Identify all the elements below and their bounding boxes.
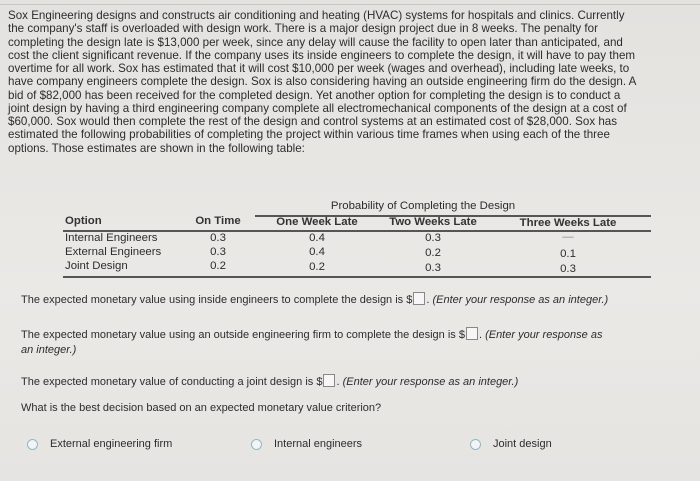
problem-line: Sox Engineering designs and constructs air conditioning and heating (HVAC) systems for hospitals and clinics. Currently <box>8 9 625 22</box>
question-text: The expected monetary value of conducting a joint design is $ <box>21 376 323 388</box>
problem-line: options. Those estimates are shown in the following table: <box>8 141 305 155</box>
table-cell: 0.4 <box>309 232 325 244</box>
column-header: Three Weeks Late <box>519 217 617 229</box>
answer-input-outside[interactable] <box>466 327 478 340</box>
problem-line: completing the design late is $13,000 per week, since any delay will cause the facility to open later than anticipated, and <box>8 35 623 49</box>
table-cell: 0.3 <box>210 232 226 244</box>
radio-circle-icon[interactable] <box>251 439 262 450</box>
column-header: Option <box>65 215 102 227</box>
question-text: The expected monetary value using an outside engineering firm to complete the design is $ <box>21 329 465 341</box>
problem-line: overtime for all work. Sox has estimated that it will cost $10,000 per week (wages and overhead), including late weeks, to <box>8 62 630 75</box>
table-cell: 0.2 <box>309 261 325 273</box>
question-inside-engineers: The expected monetary value using inside engineers to complete the design is $ . (Enter your response as an integer.) <box>21 294 609 306</box>
radio-external-engineering-firm[interactable] <box>27 438 172 450</box>
table-cell: 0.3 <box>210 246 226 258</box>
table-cell: Joint Design <box>65 260 128 272</box>
hint-text: (Enter your response as an integer.) <box>432 294 609 306</box>
answer-input-joint[interactable] <box>323 374 335 387</box>
table-cell: 0.2 <box>425 247 441 259</box>
radio-label: External engineering firm <box>50 438 173 450</box>
radio-internal-engineers[interactable] <box>251 438 362 450</box>
problem-line: have company engineers complete the design. Sox is also considering having an outside engineering firm do the design. A <box>8 75 637 89</box>
answer-input-inside[interactable] <box>413 292 425 305</box>
question-best-decision: What is the best decision based on an expected monetary value criterion? <box>21 402 382 414</box>
problem-line: estimated the following probabilities of completing the project within various time frames when using each of the three <box>8 128 610 142</box>
radio-circle-icon[interactable] <box>470 439 481 450</box>
column-header: On Time <box>195 215 241 227</box>
radio-label: Joint design <box>493 438 552 450</box>
divider <box>63 276 651 278</box>
problem-line: the company's staff is overloaded with design work. There is a major design project due in 8 weeks. The penalty for <box>8 22 598 36</box>
hint-text: (Enter your response as <box>485 329 603 341</box>
problem-statement <box>8 9 700 155</box>
radio-joint-design[interactable] <box>470 438 552 450</box>
radio-circle-icon[interactable] <box>27 439 38 450</box>
table-cell: 0.4 <box>309 246 325 258</box>
table-cell: External Engineers <box>65 246 162 258</box>
table-cell: Internal Engineers <box>65 232 158 244</box>
table-cell: 0.1 <box>560 248 576 260</box>
question-joint-design: The expected monetary value of conducting a joint design is $ . (Enter your response as an integer.) <box>21 376 519 388</box>
table-cell: 0.3 <box>425 232 441 244</box>
problem-line: bid of $82,000 has been received for the completed design. Yet another option for completing the design is to conduct a <box>8 88 621 102</box>
problem-line: joint design by having a third engineering company complete all electromechanical components of the design at a cost of <box>8 101 627 115</box>
column-header: Two Weeks Late <box>389 216 477 228</box>
problem-line: cost the client significant revenue. If the company uses its inside engineers to complete the design, it will have to pay them <box>8 48 636 62</box>
hint-text: an integer.) <box>21 344 77 356</box>
table-cell: — <box>562 231 574 243</box>
table-cell: 0.3 <box>560 263 576 275</box>
divider <box>0 4 700 5</box>
question-outside-firm: The expected monetary value using an outside engineering firm to complete the design is $ . (Enter your response as an integer.) <box>21 329 603 356</box>
column-header: One Week Late <box>276 216 358 228</box>
problem-line: $60,000. Sox would then complete the rest of the design and control systems at an estimated cost of $28,000. Sox has <box>8 115 618 128</box>
question-text: The expected monetary value using inside engineers to complete the design is $ <box>21 294 413 306</box>
table-cell: 0.2 <box>210 260 226 272</box>
hint-text: (Enter your response as an integer.) <box>342 376 519 388</box>
table-caption: Probability of Completing the Design <box>330 200 516 212</box>
radio-label: Internal engineers <box>274 438 363 450</box>
table-cell: 0.3 <box>425 262 441 274</box>
